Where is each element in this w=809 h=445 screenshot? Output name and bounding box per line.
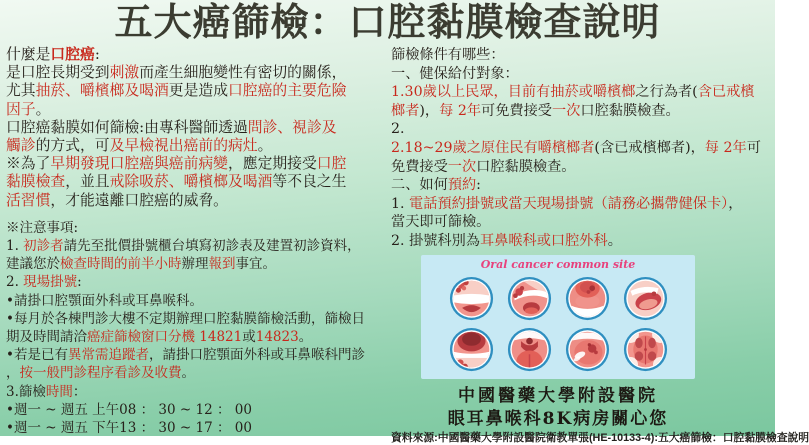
text-line: 建議您於檢查時間的前半小時辦理報到事宜。	[6, 256, 276, 273]
text-line: 2.	[391, 121, 405, 138]
text-line: 口腔癌黏膜如何篩檢:由專科醫師透過問診、視診及	[6, 118, 337, 136]
tongue-side-lesion-icon	[623, 276, 668, 321]
panel-title: Oral cancer common site	[480, 257, 636, 271]
text-line: 期及時間請洽癌症篩檢窗口分機 14821或14823。	[6, 329, 313, 346]
lower-gum-lesion-icon	[449, 327, 494, 372]
right-column	[391, 46, 809, 445]
text-line: ，按一般門診程序看診及收費。	[6, 365, 195, 382]
text-line: 因子。	[6, 100, 51, 118]
upper-gum-lesion-icon	[449, 276, 494, 321]
text-line: 尤其抽菸、嚼檳榔及喝酒更是造成口腔癌的主要危險	[6, 82, 347, 100]
text-line: 黏膜檢查，並且戒除吸菸、嚼檳榔及喝酒等不良之生	[6, 173, 347, 191]
ward-message: 眼耳鼻喉科8K病房關心您	[447, 408, 669, 429]
hospital-name: 中國醫藥大學附設醫院	[458, 385, 658, 406]
text-line: 二、如何預約:	[391, 177, 481, 194]
oral-cancer-intro-text	[6, 46, 386, 210]
source-note: 資料來源:中國醫藥大學附設醫院衛教單張(HE-10133-4):五大癌篩檢：口腔黏膜檢查說明	[391, 431, 809, 444]
oral-sites-panel	[421, 255, 695, 379]
hard-palate-lesion-icon	[623, 327, 668, 372]
left-column	[6, 46, 386, 437]
under-tongue-lesion-icon	[565, 276, 610, 321]
text-line: ※注意事項:	[6, 219, 79, 236]
text-line: •每月於各棟門診大樓不定期辦理口腔黏膜篩檢活動，篩檢日	[6, 310, 365, 327]
text-line: 1.30歲以上民眾，目前有抽菸或嚼檳榔之行為者(含已戒檳	[391, 84, 755, 101]
text-line: 篩檢條件有哪些：	[391, 47, 505, 63]
text-line: 活習慣，才能遠離口腔癌的威脅。	[6, 191, 228, 209]
text-line: 2. 現場掛號:	[6, 274, 82, 291]
text-line: 3.篩檢時間：	[6, 383, 87, 400]
text-line: 當天即可篩檢。	[391, 214, 491, 231]
text-line: •週一 ~ 週五 下午13 ： 30 ~ 17 ： 00	[6, 420, 252, 437]
text-line: 是口腔長期受到刺激而產生細胞變性有密切的關係，	[6, 64, 347, 82]
text-line: 1. 初診者請先至批價掛號櫃台填寫初診表及建置初診資料，	[6, 238, 361, 255]
screening-conditions-text	[391, 46, 773, 251]
text-line: ※為了早期發現口腔癌與癌前病變，應定期接受口腔	[6, 155, 347, 173]
text-line: •若是已有異常需追蹤者，請掛口腔顎面外科或耳鼻喉科門診	[6, 347, 365, 364]
text-line: 2.18~29歲之原住民有嚼檳榔者(含已戒檳榔者)，每 2年可	[391, 139, 761, 156]
page-title: 五大癌篩檢：口腔黏膜檢查說明	[114, 2, 661, 44]
text-line: 2. 掛號科別為耳鼻喉科或口腔外科。	[391, 232, 622, 249]
text-line: 一、健保給付對象：	[391, 65, 519, 82]
text-line: •請掛口腔顎面外科或耳鼻喉科。	[6, 292, 203, 309]
text-line: 觸診的方式，可及早檢視出癌前的病灶。	[6, 137, 273, 155]
cheek-mucosa-lesion-icon	[507, 276, 552, 321]
text-line: 什麼是口腔癌:	[6, 46, 100, 63]
soft-palate-lesion-icon	[507, 327, 552, 372]
oral-sites-row-2	[421, 327, 695, 372]
tongue-white-patch-icon	[565, 327, 610, 372]
text-line: 榔者)，每 2年可免費接受一次口腔黏膜檢查。	[391, 102, 680, 119]
text-line: •週一 ~ 週五 上午08 ： 30 ~ 12 ： 00	[6, 401, 252, 418]
screening-notes-text	[6, 219, 386, 437]
oral-sites-row-1	[421, 276, 695, 321]
text-line: 免費接受一次口腔黏膜檢查。	[391, 158, 576, 175]
text-line: 1. 電話預約掛號或當天現場掛號（請務必攜帶健保卡），	[391, 195, 743, 212]
